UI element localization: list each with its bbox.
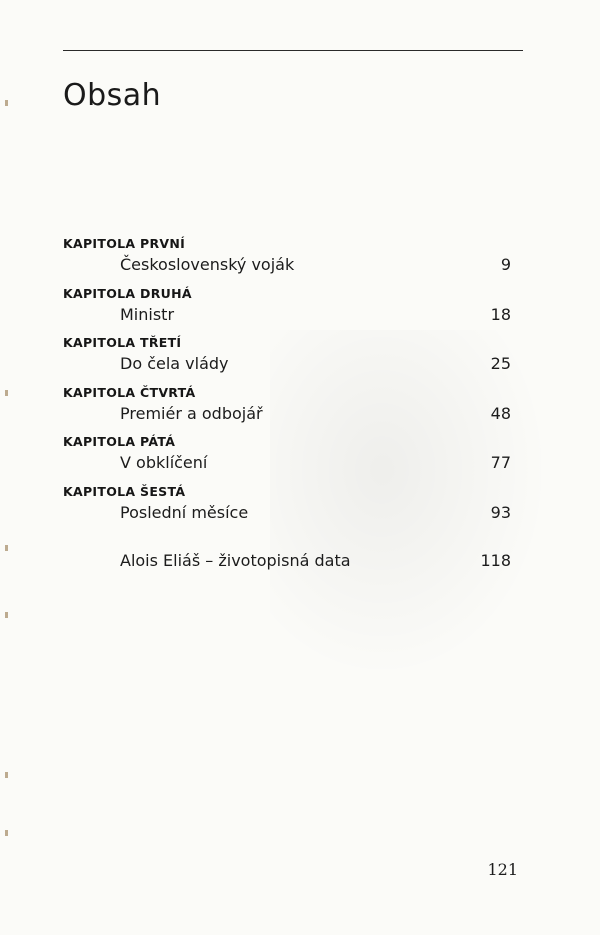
entry-page-number: 9 (500, 255, 511, 274)
chapter-label: KAPITOLA ŠESTÁ (63, 483, 186, 499)
entry-title: Ministr (120, 304, 175, 324)
entry-page-number: 25 (490, 354, 511, 373)
edge-mark (5, 545, 8, 551)
toc-entry[interactable] (120, 255, 511, 274)
toc-entry[interactable] (120, 305, 511, 324)
edge-mark (5, 830, 8, 836)
toc-chapter (63, 434, 511, 484)
toc-appendix-entry[interactable] (120, 551, 511, 570)
edge-mark (5, 100, 8, 106)
entry-title: V obklíčení (120, 453, 208, 472)
toc-entry[interactable] (120, 404, 511, 423)
edge-mark (5, 612, 8, 618)
chapter-label: KAPITOLA PRVNÍ (63, 236, 186, 251)
entry-title: Do čela vlády (120, 354, 229, 373)
page-title: Obsah (63, 78, 162, 113)
entry-title: Československý voják (120, 255, 295, 274)
entry-page-number: 93 (490, 502, 511, 522)
toc-entry[interactable] (120, 453, 511, 472)
chapter-label: KAPITOLA TŘETÍ (63, 335, 182, 350)
table-of-contents (63, 236, 511, 533)
toc-chapter (63, 484, 511, 534)
entry-page-number: 18 (490, 304, 511, 324)
toc-chapter (63, 335, 511, 385)
entry-page-number: 77 (490, 453, 511, 472)
toc-entry[interactable] (120, 354, 511, 373)
toc-chapter (63, 286, 511, 336)
chapter-label: KAPITOLA ČTVRTÁ (63, 384, 196, 400)
chapter-label: KAPITOLA PÁTÁ (63, 434, 176, 449)
toc-chapter (63, 385, 511, 435)
header-rule (63, 50, 523, 51)
toc-entry[interactable] (120, 503, 511, 522)
toc-chapter (63, 236, 511, 286)
entry-title: Poslední měsíce (120, 502, 249, 522)
entry-title: Premiér a odbojář (120, 403, 263, 423)
chapter-label: KAPITOLA DRUHÁ (63, 285, 192, 301)
edge-mark (5, 772, 8, 778)
page-number: 121 (487, 860, 518, 879)
appendix-page-number: 118 (480, 551, 511, 570)
appendix-title: Alois Eliáš – životopisná data (120, 551, 351, 570)
entry-page-number: 48 (490, 403, 511, 423)
edge-mark (5, 390, 8, 396)
